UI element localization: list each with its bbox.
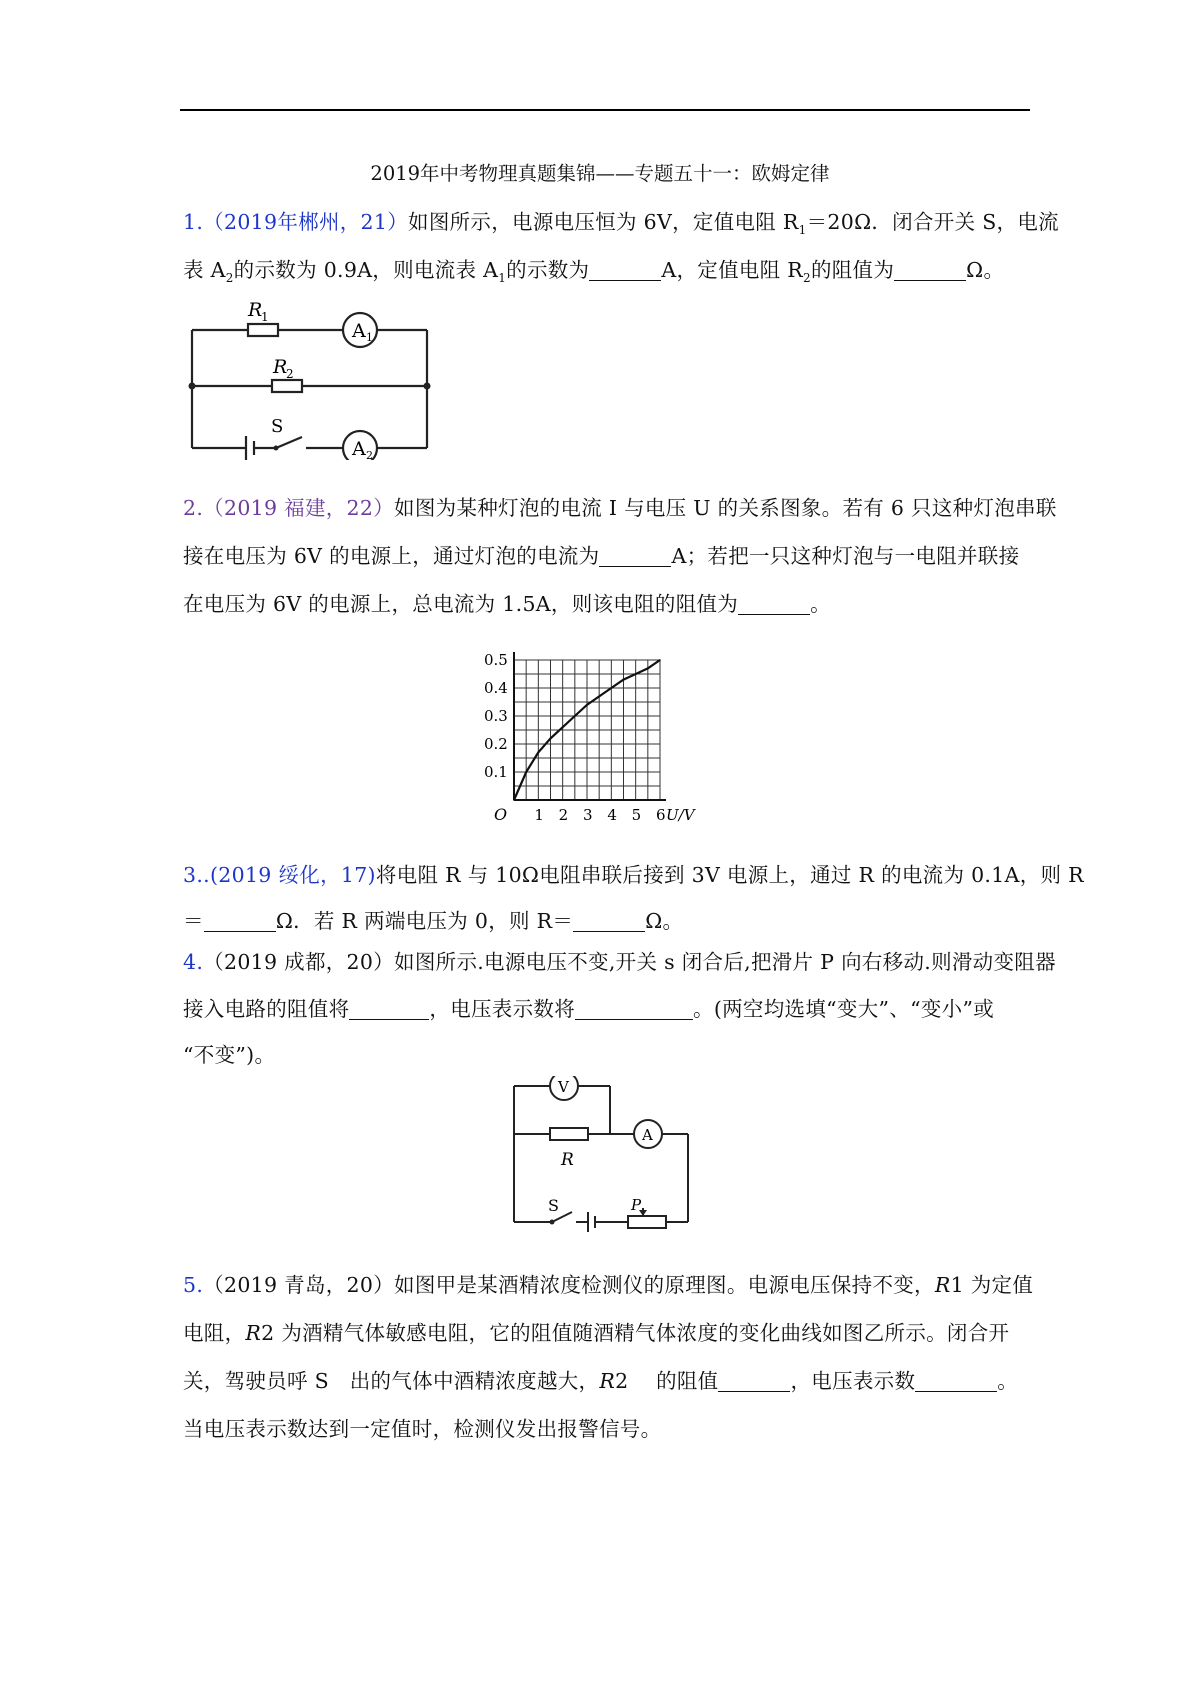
data-point	[623, 679, 625, 681]
data-point	[513, 799, 515, 801]
x-axis-label: U/V	[666, 806, 695, 824]
q3-line1: 3..(2019 绥化，17)将电阻 R 与 10Ω电阻串联后接到 3V 电源上，通过 R 的电流为 0.1A，则 R	[183, 863, 1084, 887]
y-tick-label: 0.4	[484, 679, 508, 697]
data-point	[611, 687, 613, 689]
q5-number: 5.	[183, 1273, 204, 1297]
x-tick-label: 3	[583, 806, 593, 824]
data-point	[659, 659, 661, 661]
q2-source: （2019 福建，22）	[203, 496, 395, 520]
data-point	[550, 738, 552, 740]
data-point	[598, 696, 600, 698]
y-tick-label: 0.5	[484, 651, 508, 669]
x-tick-label: 1	[534, 806, 544, 824]
q1-answer-blank-1[interactable]	[589, 260, 661, 281]
q5-line2: 电阻，R2 为酒精气体敏感电阻，它的阻值随酒精气体浓度的变化曲线如图乙所示。闭合开	[183, 1321, 1010, 1345]
q2-answer-blank-2[interactable]	[738, 594, 810, 615]
q5-line4: 当电压表示数达到一定值时，检测仪发出报警信号。	[183, 1417, 662, 1441]
q1-line1: 1.（2019年郴州，21）如图所示，电源电压恒为 6V，定值电阻 $R_1=20\Omega$．闭合开关 S，电流	[183, 210, 1059, 238]
q4-circuit-diagram	[508, 1076, 708, 1246]
q4-line3: “不变”)。	[183, 1043, 276, 1067]
q4-line1: 4.（2019 成都，20）如图所示.电源电压不变,开关 s 闭合后,把滑片 P 向右移动.则滑动变阻器	[183, 950, 1056, 974]
q3-source: (2019 绥化，17)	[209, 863, 376, 887]
x-tick-label: 4	[607, 806, 617, 824]
y-tick-label: 0.1	[484, 763, 508, 781]
data-point	[574, 715, 576, 717]
data-point	[635, 673, 637, 675]
q2-number: 2.	[183, 496, 204, 520]
q1-number: 1.	[183, 210, 204, 234]
q5-line1: 5.（2019 青岛，20）如图甲是某酒精浓度检测仪的原理图。电源电压保持不变，R1 为定值	[183, 1273, 1034, 1297]
q4-p-label: P	[631, 1196, 642, 1214]
data-point	[647, 668, 649, 670]
svg-text:2: 2	[286, 367, 294, 381]
data-point	[562, 726, 564, 728]
x-tick-label: 2	[558, 806, 569, 824]
q1-source: （2019年郴州，21）	[203, 210, 409, 234]
q1-answer-blank-2[interactable]	[894, 260, 966, 281]
q2-line2: 接在电压为 6V 的电源上，通过灯泡的电流为 A；若把一只这种灯泡与一电阻并联接	[183, 544, 1020, 568]
q1-r2-label: R	[273, 356, 288, 378]
header-rule	[180, 109, 1030, 111]
svg-text:2: 2	[366, 449, 373, 460]
data-point	[525, 771, 527, 773]
q1-r1-label: R	[248, 299, 263, 321]
q3-line2: ＝ Ω．若 R 两端电压为 0，则 R＝ Ω。	[183, 909, 684, 933]
q4-voltmeter-label: V	[558, 1078, 569, 1096]
q4-r-label: R	[561, 1150, 574, 1170]
q4-answer-blank-2[interactable]	[575, 999, 693, 1020]
q4-s-label: S	[548, 1196, 559, 1215]
y-tick-label: 0.2	[484, 735, 508, 753]
data-point	[538, 752, 540, 754]
q3-answer-blank-2[interactable]	[573, 911, 645, 932]
q2-line3: 在电压为 6V 的电源上，总电流为 1.5A，则该电阻的阻值为 。	[183, 592, 831, 616]
data-point	[586, 704, 588, 706]
q2-answer-blank-1[interactable]	[599, 546, 671, 567]
q3-number: 3..	[183, 863, 210, 887]
q4-ammeter-label: A	[642, 1126, 653, 1144]
q5-answer-blank-2[interactable]	[915, 1371, 997, 1392]
origin-label: O	[494, 805, 508, 824]
q1-a2-label: A	[352, 438, 366, 460]
q1-line2: 表 $A_2$的示数为 0.9A，则电流表 $A_1$的示数为 A，定值电阻 $R_2$的阻值为 Ω。	[183, 258, 1005, 286]
q1-a1-label: A	[352, 320, 366, 342]
page-title: 2019年中考物理真题集锦——专题五十一：欧姆定律	[370, 162, 830, 185]
q3-answer-blank-1[interactable]	[204, 911, 276, 932]
q4-line2: 接入电路的阻值将 ，电压表示数将 。(两空均选填“变大”、“变小”或	[183, 997, 995, 1021]
q1-circuit-diagram	[180, 290, 440, 460]
svg-text:1: 1	[366, 331, 373, 344]
x-tick-label: 6	[656, 806, 666, 824]
q5-answer-blank-1[interactable]	[718, 1371, 790, 1392]
x-tick-label: 5	[631, 806, 642, 824]
q2-line1: 2.（2019 福建，22）如图为某种灯泡的电流 I 与电压 U 的关系图象。若有 6 只这种灯泡串联	[183, 496, 1057, 520]
q5-line3: 关，驾驶员呼 S 出的气体中酒精浓度越大，R2 的阻值 ，电压表示数 。	[183, 1369, 1019, 1393]
q1-s-label: S	[271, 416, 284, 437]
q4-answer-blank-1[interactable]	[349, 999, 429, 1020]
svg-text:1: 1	[261, 310, 269, 324]
y-tick-label: 0.3	[484, 707, 508, 725]
q2-iu-chart	[480, 640, 740, 825]
q4-number: 4.	[183, 950, 204, 974]
